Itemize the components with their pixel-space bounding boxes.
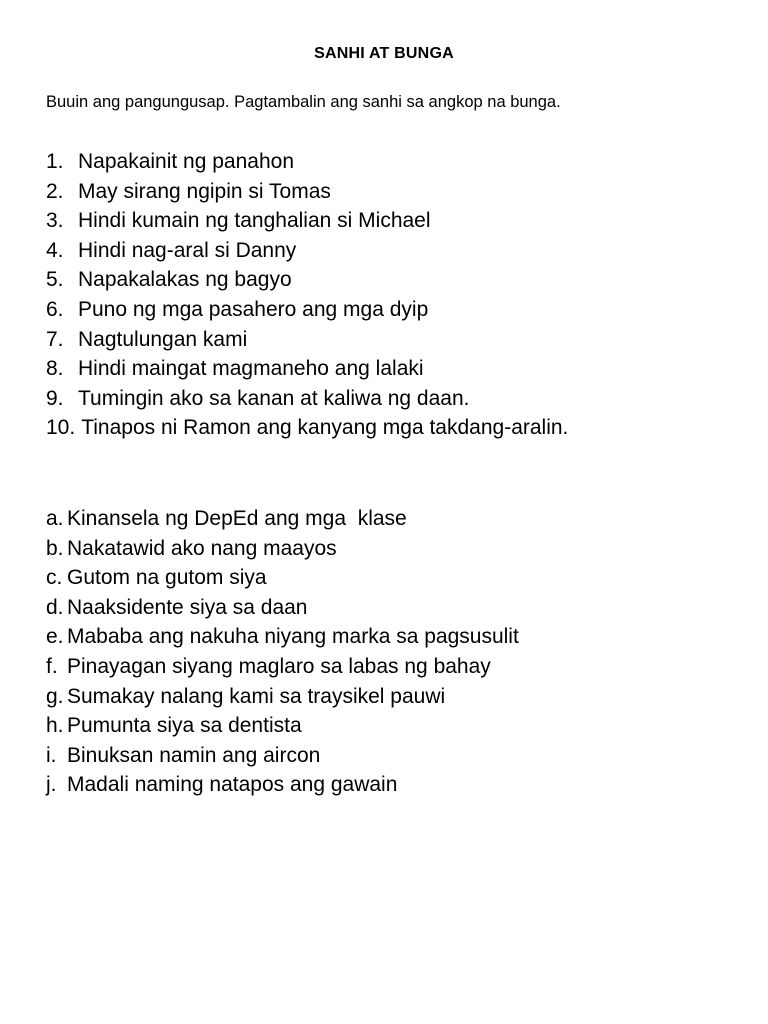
cause-text: May sirang ngipin si Tomas — [78, 179, 331, 203]
effect-text: Nakatawid ako nang maayos — [67, 536, 337, 560]
effect-text: Naaksidente siya sa daan — [67, 595, 308, 619]
cause-item — [46, 206, 568, 236]
effect-item — [46, 652, 519, 682]
effect-letter: a. — [46, 507, 64, 530]
effect-item — [46, 741, 519, 771]
effect-item — [46, 682, 519, 712]
effect-letter: d. — [46, 595, 64, 619]
effect-item — [46, 770, 519, 800]
cause-number: 2. — [46, 179, 64, 203]
cause-text: Puno ng mga pasahero ang mga dyip — [78, 297, 429, 321]
effect-item — [46, 593, 519, 623]
cause-text: Hindi kumain ng tanghalian si Michael — [78, 209, 431, 233]
cause-number: 6. — [46, 297, 64, 321]
cause-number: 4. — [46, 238, 64, 262]
instructions-text: Buuin ang pangungusap. Pagtambalin ang sanhi sa angkop na bunga. — [46, 93, 561, 111]
cause-text: Hindi nag-aral si Danny — [78, 238, 297, 262]
effect-text: Sumakay nalang kami sa traysikel pauwi — [67, 684, 446, 708]
page-title: SANHI AT BUNGA — [314, 45, 454, 62]
effects-list — [46, 504, 519, 800]
cause-item — [46, 413, 568, 443]
cause-item — [46, 147, 568, 177]
effect-letter: b. — [46, 536, 64, 560]
cause-text: Hindi maingat magmaneho ang lalaki — [78, 357, 424, 381]
cause-item — [46, 354, 568, 384]
cause-item — [46, 384, 568, 414]
effect-text: Binuksan namin ang aircon — [67, 743, 321, 767]
effect-item — [46, 711, 519, 741]
cause-text: Tinapos ni Ramon ang kanyang mga takdang-aralin. — [81, 416, 569, 440]
effect-text: Gutom na gutom siya — [67, 566, 267, 590]
cause-number: 9. — [46, 386, 64, 410]
effect-item — [46, 622, 519, 652]
effect-text: Pinayagan siyang maglaro sa labas ng bahay — [67, 654, 491, 678]
cause-item — [46, 295, 568, 325]
effect-letter: c. — [46, 566, 63, 590]
effect-text: Kinansela ng DepEd ang mga klase — [67, 507, 407, 530]
cause-number: 8. — [46, 357, 64, 381]
effect-text: Mababa ang nakuha niyang marka sa pagsusulit — [67, 625, 519, 649]
effect-item — [46, 534, 519, 564]
cause-item — [46, 236, 568, 266]
cause-item — [46, 325, 568, 355]
effect-letter: f. — [46, 654, 58, 678]
effect-letter: e. — [46, 625, 64, 649]
cause-item — [46, 265, 568, 295]
effect-letter: i. — [46, 743, 57, 767]
cause-number: 10. — [46, 416, 76, 440]
cause-text: Nagtulungan kami — [78, 327, 248, 351]
cause-number: 1. — [46, 150, 64, 173]
cause-number: 7. — [46, 327, 64, 351]
causes-list — [46, 147, 568, 443]
effect-text: Pumunta siya sa dentista — [67, 714, 302, 738]
cause-text: Tumingin ako sa kanan at kaliwa ng daan. — [78, 386, 470, 410]
effect-letter: j. — [46, 773, 57, 797]
cause-number: 3. — [46, 209, 64, 233]
effect-text: Madali naming natapos ang gawain — [67, 773, 398, 797]
effect-item — [46, 563, 519, 593]
effect-letter: h. — [46, 714, 64, 738]
cause-text: Napakalakas ng bagyo — [78, 268, 292, 292]
cause-text: Napakainit ng panahon — [78, 150, 295, 173]
effect-item — [46, 504, 519, 534]
effect-letter: g. — [46, 684, 64, 708]
cause-number: 5. — [46, 268, 64, 292]
cause-item — [46, 177, 568, 207]
